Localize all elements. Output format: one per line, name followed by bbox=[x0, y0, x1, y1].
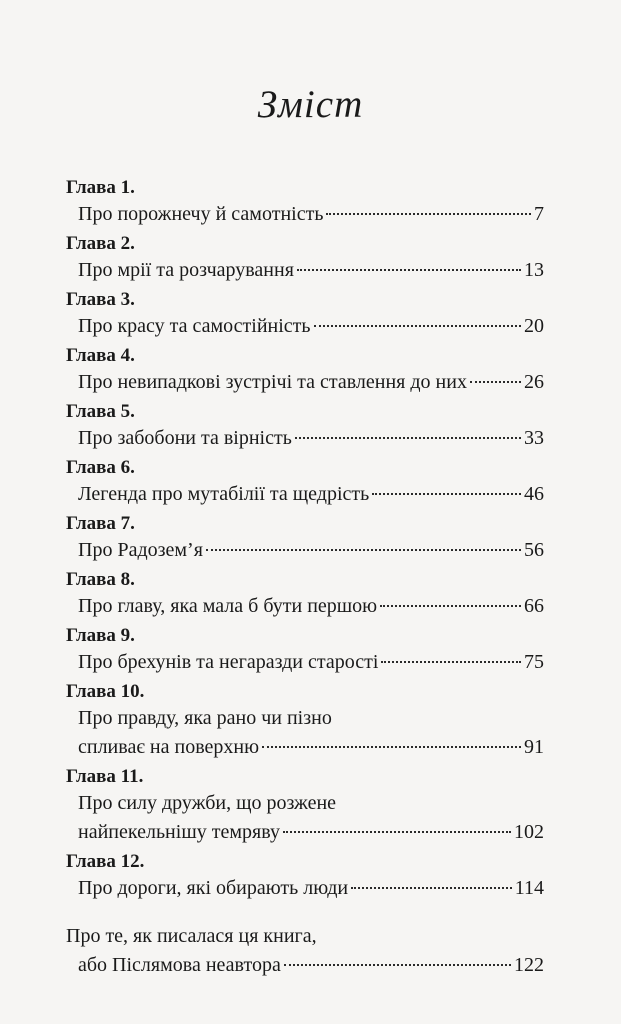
dot-leader bbox=[314, 325, 521, 327]
page-number: 91 bbox=[524, 736, 544, 758]
spacer bbox=[66, 906, 544, 922]
chapter-title: Про мрії та розчарування bbox=[78, 259, 294, 281]
page-number: 122 bbox=[514, 954, 544, 976]
chapter-title: Про Радозем’я bbox=[78, 539, 203, 561]
chapter-heading: Глава 7. bbox=[66, 513, 135, 534]
chapter-title: Легенда про мутабілії та щедрість bbox=[78, 483, 370, 505]
page-number: 56 bbox=[524, 539, 544, 561]
table-of-contents bbox=[66, 176, 544, 983]
chapter-heading: Глава 11. bbox=[66, 766, 144, 787]
toc-entry-chapter-7 bbox=[66, 512, 544, 565]
chapter-title: Про забобони та вірність bbox=[78, 427, 292, 449]
page-title: Зміст bbox=[257, 83, 364, 126]
afterword-title-line-1: Про те, як писалася ця книга, bbox=[66, 925, 317, 947]
dot-leader bbox=[283, 831, 511, 833]
dot-leader bbox=[262, 746, 521, 748]
dot-leader bbox=[295, 437, 521, 439]
chapter-title-line-2: спливає на поверхню bbox=[78, 736, 260, 758]
toc-line bbox=[66, 256, 544, 285]
chapter-heading: Глава 5. bbox=[66, 401, 135, 422]
toc-line bbox=[66, 592, 544, 621]
dot-leader bbox=[206, 549, 521, 551]
chapter-title: Про дороги, які обирають люди bbox=[78, 877, 349, 899]
toc-entry-chapter-11 bbox=[66, 765, 544, 847]
toc-entry-chapter-6 bbox=[66, 456, 544, 509]
chapter-heading: Глава 10. bbox=[66, 681, 145, 702]
chapter-heading: Глава 9. bbox=[66, 625, 135, 646]
chapter-title: Про невипадкові зустрічі та ставлення до них bbox=[78, 371, 467, 393]
dot-leader bbox=[380, 605, 521, 607]
dot-leader bbox=[351, 887, 512, 889]
chapter-title-line-2: найпекельнішу темряву bbox=[78, 821, 280, 843]
toc-entry-chapter-3 bbox=[66, 288, 544, 341]
toc-entry-chapter-8 bbox=[66, 568, 544, 621]
toc-line bbox=[66, 704, 544, 733]
page-number: 7 bbox=[534, 203, 544, 225]
chapter-heading: Глава 2. bbox=[66, 233, 135, 254]
toc-entry-chapter-1 bbox=[66, 176, 544, 229]
toc-entry-chapter-5 bbox=[66, 400, 544, 453]
toc-entry-chapter-12 bbox=[66, 850, 544, 903]
page-number: 13 bbox=[524, 259, 544, 281]
chapter-title-line-1: Про правду, яка рано чи пізно bbox=[78, 707, 332, 729]
toc-line bbox=[66, 789, 544, 818]
chapter-heading: Глава 1. bbox=[66, 177, 135, 198]
toc-line bbox=[66, 424, 544, 453]
chapter-title: Про красу та самостійність bbox=[78, 315, 311, 337]
page-number: 66 bbox=[524, 595, 544, 617]
dot-leader bbox=[381, 661, 521, 663]
dot-leader bbox=[297, 269, 521, 271]
toc-line bbox=[66, 312, 544, 341]
chapter-heading: Глава 3. bbox=[66, 289, 135, 310]
toc-entry-afterword bbox=[66, 922, 544, 980]
dot-leader bbox=[326, 213, 531, 215]
chapter-title-line-1: Про силу дружби, що розженe bbox=[78, 792, 337, 814]
toc-entry-chapter-2 bbox=[66, 232, 544, 285]
chapter-title: Про порожнечу й самотність bbox=[78, 203, 324, 225]
toc-line bbox=[66, 874, 544, 903]
toc-line bbox=[66, 648, 544, 677]
toc-entry-chapter-10 bbox=[66, 680, 544, 762]
page-number: 33 bbox=[524, 427, 544, 449]
chapter-heading: Глава 12. bbox=[66, 851, 145, 872]
toc-line bbox=[66, 818, 544, 847]
dot-leader bbox=[470, 381, 521, 383]
dot-leader bbox=[372, 493, 521, 495]
chapter-heading: Глава 4. bbox=[66, 345, 135, 366]
toc-line bbox=[66, 951, 544, 980]
page-number: 75 bbox=[524, 651, 544, 673]
chapter-title: Про брехунів та негаразди старості bbox=[78, 651, 379, 673]
page-number: 114 bbox=[514, 877, 544, 899]
toc-line bbox=[66, 368, 544, 397]
page-number: 102 bbox=[514, 821, 544, 843]
chapter-heading: Глава 8. bbox=[66, 569, 135, 590]
page-number: 46 bbox=[524, 483, 544, 505]
toc-line bbox=[66, 480, 544, 509]
toc-line bbox=[66, 922, 544, 951]
page-number: 26 bbox=[524, 371, 544, 393]
toc-entry-chapter-9 bbox=[66, 624, 544, 677]
toc-entry-chapter-4 bbox=[66, 344, 544, 397]
toc-line bbox=[66, 200, 544, 229]
dot-leader bbox=[284, 964, 511, 966]
afterword-title-line-2: або Післямова неавтора bbox=[78, 954, 281, 976]
chapter-heading: Глава 6. bbox=[66, 457, 135, 478]
chapter-title: Про главу, яка мала б бути першою bbox=[78, 595, 378, 617]
toc-line bbox=[66, 733, 544, 762]
toc-line bbox=[66, 536, 544, 565]
page-number: 20 bbox=[524, 315, 544, 337]
